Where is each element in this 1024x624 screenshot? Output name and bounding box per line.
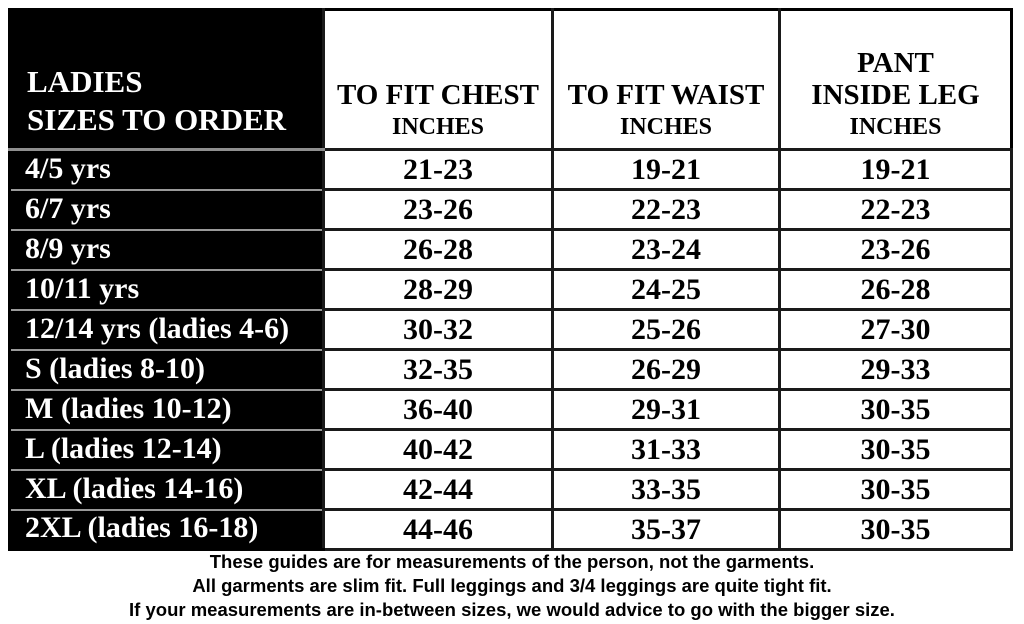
table-row	[10, 390, 1012, 430]
size-label-cell: 10/11 yrs	[10, 270, 324, 310]
waist-cell: 24-25	[553, 270, 780, 310]
table-row	[10, 190, 1012, 230]
leg-cell: 30-35	[780, 470, 1012, 510]
leg-cell: 30-35	[780, 510, 1012, 550]
size-label-cell: 8/9 yrs	[10, 230, 324, 270]
chest-cell: 44-46	[324, 510, 553, 550]
table-row	[10, 430, 1012, 470]
size-label-cell: S (ladies 8-10)	[10, 350, 324, 390]
table-row	[10, 150, 1012, 190]
chest-cell: 42-44	[324, 470, 553, 510]
waist-cell: 22-23	[553, 190, 780, 230]
note-line-3: If your measurements are in-between sizes, we would advice to go with the bigger size.	[129, 599, 895, 620]
waist-cell: 19-21	[553, 150, 780, 190]
table-row	[10, 350, 1012, 390]
chest-column-header	[324, 10, 553, 150]
waist-header-label: TO FIT WAIST	[567, 78, 765, 111]
footer-notes	[0, 550, 1024, 622]
size-header-line1: LADIES	[27, 63, 143, 99]
leg-cell: 23-26	[780, 230, 1012, 270]
chest-cell: 21-23	[324, 150, 553, 190]
chest-cell: 36-40	[324, 390, 553, 430]
ladies-size-table	[8, 8, 1013, 551]
table-row	[10, 470, 1012, 510]
waist-cell: 29-31	[553, 390, 780, 430]
size-header-line2: SIZES TO ORDER	[27, 102, 287, 138]
note-line-2: All garments are slim fit. Full leggings and 3/4 leggings are quite tight fit.	[192, 575, 832, 596]
leg-cell: 30-35	[780, 390, 1012, 430]
waist-cell: 23-24	[553, 230, 780, 270]
leg-header-line2: INSIDE LEG	[811, 78, 980, 111]
chest-cell: 30-32	[324, 310, 553, 350]
waist-cell: 26-29	[553, 350, 780, 390]
leg-cell: 26-28	[780, 270, 1012, 310]
chest-header-label: TO FIT CHEST	[336, 78, 539, 111]
leg-cell: 19-21	[780, 150, 1012, 190]
size-label-cell: 12/14 yrs (ladies 4-6)	[10, 310, 324, 350]
waist-cell: 35-37	[553, 510, 780, 550]
size-column-header	[10, 10, 324, 150]
waist-column-header	[553, 10, 780, 150]
table-row	[10, 310, 1012, 350]
leg-header-line1: PANT	[857, 46, 934, 79]
leg-cell: 22-23	[780, 190, 1012, 230]
chest-cell: 28-29	[324, 270, 553, 310]
header-row	[10, 10, 1012, 150]
waist-cell: 25-26	[553, 310, 780, 350]
waist-header-unit: INCHES	[619, 114, 713, 141]
chest-header-unit: INCHES	[391, 114, 485, 141]
leg-column-header	[780, 10, 1012, 150]
leg-cell: 29-33	[780, 350, 1012, 390]
table-row	[10, 510, 1012, 550]
chest-cell: 40-42	[324, 430, 553, 470]
note-line-1: These guides are for measurements of the person, not the garments.	[209, 551, 815, 572]
chest-cell: 23-26	[324, 190, 553, 230]
size-label-cell: 2XL (ladies 16-18)	[10, 510, 324, 550]
chest-cell: 26-28	[324, 230, 553, 270]
size-label-cell: 4/5 yrs	[10, 150, 324, 190]
waist-cell: 31-33	[553, 430, 780, 470]
size-label-cell: 6/7 yrs	[10, 190, 324, 230]
waist-cell: 33-35	[553, 470, 780, 510]
table-row	[10, 230, 1012, 270]
size-label-cell: XL (ladies 14-16)	[10, 470, 324, 510]
leg-cell: 30-35	[780, 430, 1012, 470]
leg-cell: 27-30	[780, 310, 1012, 350]
table-row	[10, 270, 1012, 310]
size-label-cell: M (ladies 10-12)	[10, 390, 324, 430]
chest-cell: 32-35	[324, 350, 553, 390]
leg-header-unit: INCHES	[849, 114, 942, 141]
size-label-cell: L (ladies 12-14)	[10, 430, 324, 470]
